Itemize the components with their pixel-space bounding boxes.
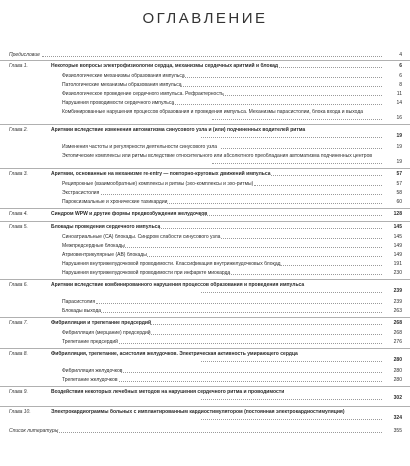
page-number: 19 (396, 159, 402, 165)
toc-chapter-entry (0, 208, 410, 221)
toc-subentry (0, 270, 410, 279)
toc-subentry (0, 91, 410, 100)
page-number: 239 (393, 299, 402, 305)
section-title: Фибрилляция желудочков (62, 368, 123, 374)
toc-chapter-entry (0, 279, 410, 299)
section-title: Нарушения внутрижелудочковой проводимости. Классификация внутрижелудочковых блокад (62, 261, 281, 267)
page-number: 302 (393, 395, 402, 401)
toc-chapter-entry (0, 124, 410, 144)
section-title: Трепетание предсердий (62, 339, 118, 345)
page-number: 8 (399, 82, 402, 88)
dot-leader (201, 361, 382, 362)
section-title: Изменения частоты и регулярности деятельности синусового узла (62, 144, 218, 150)
dot-leader (221, 238, 382, 239)
dot-leader (254, 185, 382, 186)
dot-leader (42, 56, 382, 57)
toc-subentry (0, 100, 410, 109)
dot-leader (201, 137, 382, 138)
toc-entry-label: Предисловие (9, 52, 40, 58)
page-number: 355 (393, 428, 402, 434)
page-number: 14 (396, 100, 402, 106)
dot-leader (271, 175, 382, 176)
section-title: Реципрокные (взаимообратные) комплексы и ритмы (эхо-комплексы и эхо-ритмы) (62, 181, 254, 187)
page-number: 268 (393, 320, 402, 326)
dot-leader (159, 228, 383, 229)
chapter-title: Аритмии, основанные на механизме re-entry — повторно-круговых движений импульса (51, 171, 271, 177)
chapter-title: Аритмии вследствие комбинированного нарушения процессов образования и проведения импульса (51, 282, 305, 288)
section-title: Патологические механизмы образования импульса (62, 82, 182, 88)
page-number: 19 (396, 144, 402, 150)
dot-leader (149, 334, 382, 335)
toc-chapter-entry (0, 317, 410, 330)
toc-subentry (0, 109, 410, 124)
dot-leader (182, 77, 382, 78)
dot-leader (274, 265, 382, 266)
dot-leader (221, 148, 382, 149)
chapter-number: Глава 1. (9, 63, 28, 69)
page-number: 57 (396, 171, 402, 177)
chapter-number: Глава 9. (9, 389, 28, 395)
section-title: Нарушения проводимости сердечного импульса (62, 100, 175, 106)
page-number: 268 (393, 330, 402, 336)
dot-leader (212, 163, 382, 164)
page-number: 58 (396, 190, 402, 196)
dot-leader (147, 256, 382, 257)
page-number: 280 (393, 377, 402, 383)
page-number: 280 (393, 357, 402, 363)
section-title: Фибрилляция (мерцание) предсердий (62, 330, 151, 336)
toc-subentry (0, 144, 410, 153)
page-number: 6 (399, 63, 402, 69)
page-number: 230 (393, 270, 402, 276)
section-title: Физиологическое проведение сердечного импульса. Рефрактерность (62, 91, 224, 97)
section-title: Межпредсердные блокады (62, 243, 125, 249)
page-number: 239 (393, 288, 402, 294)
toc-subentry (0, 261, 410, 270)
chapter-number: Глава 10. (9, 409, 31, 415)
toc-subentry (0, 308, 410, 317)
toc-subentry (0, 73, 410, 82)
dot-leader (96, 303, 382, 304)
dot-leader (167, 203, 382, 204)
dot-leader (201, 419, 382, 420)
page-number: 191 (393, 261, 402, 267)
toc-subentry (0, 199, 410, 208)
page-number: 128 (393, 211, 402, 217)
dot-leader (172, 104, 382, 105)
section-title: Синоатриальные (СА) блокады. Синдром слабости синусового узла (62, 234, 221, 240)
page-number: 6 (399, 73, 402, 79)
toc-front-entry (0, 426, 410, 436)
toc-subentry (0, 368, 410, 377)
toc-subentry (0, 377, 410, 386)
toc-subentry (0, 243, 410, 252)
chapter-number: Глава 6. (9, 282, 28, 288)
toc-subentry (0, 330, 410, 339)
chapter-title: Электрокардиограммы больных с имплантированным кардиостимулятором (постоянная электрокардиостимуляция) (51, 409, 345, 415)
page-number: 149 (393, 243, 402, 249)
chapter-title: Фибрилляция, трепетание, асистолия желудочков. Электрическая активность умирающего сердца (51, 351, 298, 357)
chapter-number: Глава 4. (9, 211, 28, 217)
chapter-title: Воздействия некоторых лечебных методов на нарушения сердечного ритма и проводимости (51, 389, 285, 395)
toc-chapter-entry (0, 221, 410, 234)
chapter-number: Глава 3. (9, 171, 28, 177)
page-number: 60 (396, 199, 402, 205)
section-title: Парасистолия (62, 299, 96, 305)
toc-entry-label: Список литературы (9, 428, 59, 434)
toc-subentry (0, 82, 410, 91)
table-of-contents (0, 50, 410, 436)
toc-chapter-entry (0, 60, 410, 73)
section-title: Экстрасистолия (62, 190, 100, 196)
chapter-number: Глава 7. (9, 320, 28, 326)
page-number: 263 (393, 308, 402, 314)
toc-chapter-entry (0, 168, 410, 181)
dot-leader (119, 343, 382, 344)
page-number: 276 (393, 339, 402, 345)
page-number: 16 (396, 115, 402, 121)
chapter-title: Синдром WPW и другие формы предвозбуждения желудочков (51, 211, 208, 217)
chapter-number: Глава 8. (9, 351, 28, 357)
toc-chapter-entry (0, 386, 410, 406)
page-title: ОГЛАВЛЕНИЕ (142, 10, 268, 27)
dot-leader (119, 381, 382, 382)
page-number: 145 (393, 234, 402, 240)
dot-leader (200, 215, 382, 216)
dot-leader (201, 399, 382, 400)
toc-subentry (0, 181, 410, 190)
dot-leader (101, 312, 382, 313)
dot-leader (57, 432, 382, 433)
dot-leader (201, 292, 382, 293)
section-title: Физиологические механизмы образования импульса (62, 73, 185, 79)
page-number: 4 (399, 52, 402, 58)
chapter-number: Глава 5. (9, 224, 28, 230)
section-title: Блокады выхода (62, 308, 102, 314)
dot-leader (101, 194, 382, 195)
page-number: 149 (393, 252, 402, 258)
dot-leader (212, 119, 382, 120)
chapter-title: Фибрилляция и трепетание предсердий (51, 320, 152, 326)
dot-leader (121, 247, 382, 248)
page-number: 57 (396, 181, 402, 187)
toc-front-entry (0, 50, 410, 60)
toc-subentry (0, 299, 410, 308)
dot-leader (150, 324, 382, 325)
toc-subentry (0, 234, 410, 243)
dot-leader (226, 274, 382, 275)
section-title: Пароксизмальные и хронические тахикардии (62, 199, 168, 205)
dot-leader (121, 372, 382, 373)
chapter-title: Аритмии вследствие изменения автоматизма синусового узла и (или) подчиненных водителей ритма (51, 127, 306, 133)
section-title: Атриовентрикулярные (АВ) блокады (62, 252, 147, 258)
section-title: Эктопические комплексы или ритмы вследствие относительного или абсолютного преобладания автоматизма подчиненных центров (62, 153, 373, 159)
page-number: 11 (396, 91, 402, 97)
section-title: Комбинированные нарушения процессов образования и проведения импульса. Механизмы парасистолии, блока входа и выхода (62, 109, 364, 115)
chapter-title: Некоторые вопросы электрофизиологии сердца, механизмы сердечных аритмий и блокад (51, 63, 279, 69)
dot-leader (180, 86, 382, 87)
page-number: 280 (393, 368, 402, 374)
toc-subentry (0, 153, 410, 168)
section-title: Нарушения внутрижелудочковой проводимости при инфаркте миокарда (62, 270, 231, 276)
dot-leader (223, 95, 382, 96)
page-number: 324 (393, 415, 402, 421)
toc-chapter-entry (0, 406, 410, 426)
page-number: 19 (396, 133, 402, 139)
dot-leader (274, 67, 382, 68)
toc-subentry (0, 339, 410, 348)
section-title: Трепетание желудочков (62, 377, 118, 383)
page-number: 145 (393, 224, 402, 230)
chapter-number: Глава 2. (9, 127, 28, 133)
chapter-title: Блокады проведения сердечного импульса (51, 224, 161, 230)
toc-subentry (0, 252, 410, 261)
toc-subentry (0, 190, 410, 199)
toc-chapter-entry (0, 348, 410, 368)
